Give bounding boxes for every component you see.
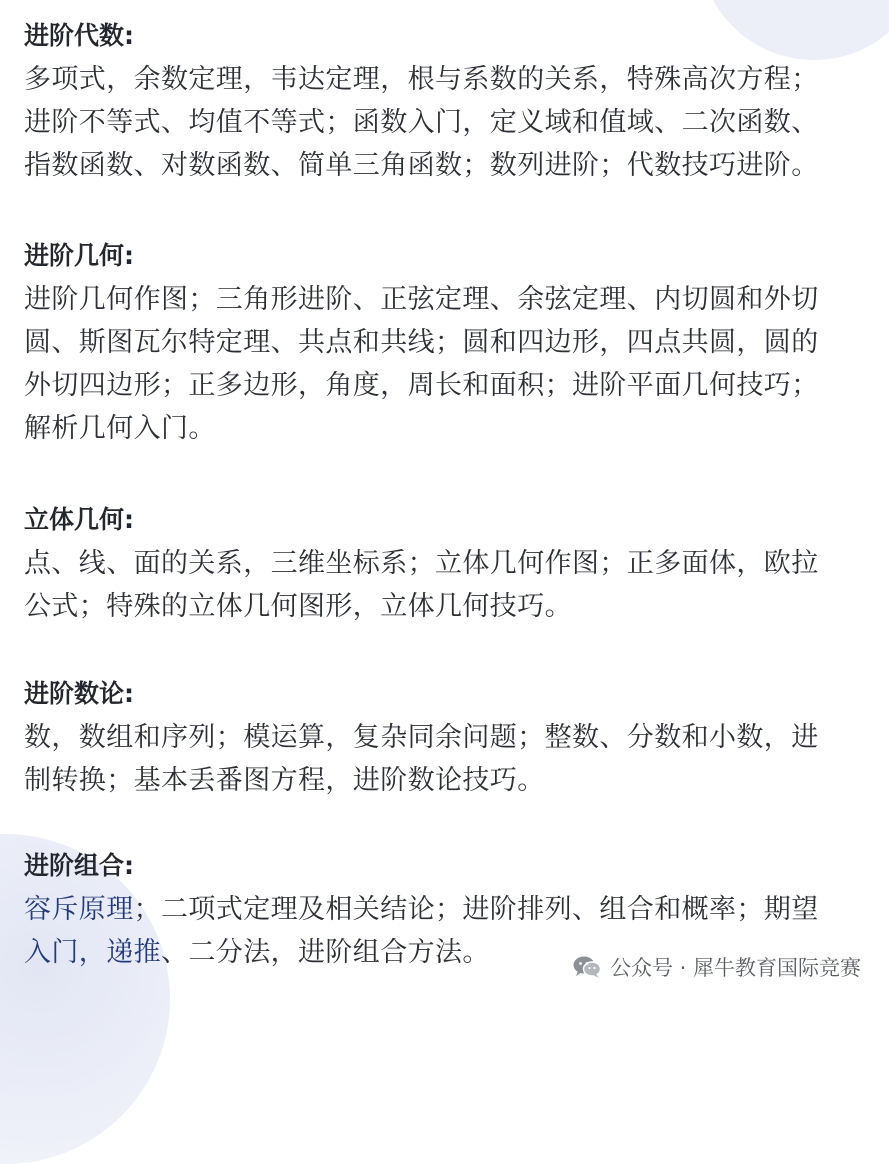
body-line: 进阶不等式、均值不等式；函数入门，定义域和值域、二次函数、 bbox=[24, 107, 819, 138]
account-watermark bbox=[572, 952, 861, 982]
body-line: 制转换；基本丢番图方程，进阶数论技巧。 bbox=[24, 765, 545, 796]
section-title: 立体几何: bbox=[24, 505, 134, 534]
body-line: 多项式，余数定理，韦达定理，根与系数的关系，特殊高次方程； bbox=[24, 64, 819, 95]
section-body bbox=[24, 58, 869, 187]
section-title: 进阶代数: bbox=[24, 21, 134, 50]
section-title: 进阶几何: bbox=[24, 241, 134, 270]
highlighted-text: 容斥原理 bbox=[24, 894, 134, 925]
section-solid-geometry bbox=[24, 498, 869, 628]
body-line: 点、线、面的关系，三维坐标系；立体几何作图；正多面体，欧拉 bbox=[24, 548, 819, 579]
section-title: 进阶组合: bbox=[24, 851, 134, 880]
section-body bbox=[24, 542, 869, 628]
section-body bbox=[24, 278, 869, 450]
body-line: 公式；特殊的立体几何图形，立体几何技巧。 bbox=[24, 591, 572, 622]
section-advanced-algebra bbox=[24, 14, 869, 187]
body-line: 数，数组和序列；模运算，复杂同余问题；整数、分数和小数，进 bbox=[24, 722, 819, 753]
section-advanced-number-theory bbox=[24, 672, 869, 802]
body-line: 解析几何入门。 bbox=[24, 413, 216, 444]
section-body bbox=[24, 716, 869, 802]
section-advanced-geometry bbox=[24, 234, 869, 450]
wechat-icon bbox=[572, 954, 602, 980]
body-line: 外切四边形；正多边形，角度，周长和面积；进阶平面几何技巧； bbox=[24, 370, 819, 401]
section-title: 进阶数论: bbox=[24, 679, 134, 708]
watermark-text: 公众号 · 犀牛教育国际竞赛 bbox=[609, 956, 861, 980]
highlighted-text: 入门，递推 bbox=[24, 937, 161, 968]
body-line: 圆、斯图瓦尔特定理、共点和共线；圆和四边形，四点共圆，圆的 bbox=[24, 327, 819, 358]
body-line: 指数函数、对数函数、简单三角函数；数列进阶；代数技巧进阶。 bbox=[24, 150, 819, 181]
body-line: 进阶几何作图；三角形进阶、正弦定理、余弦定理、内切圆和外切 bbox=[24, 284, 819, 315]
body-text: 、二分法，进阶组合方法。 bbox=[161, 937, 490, 968]
body-text: ；二项式定理及相关结论；进阶排列、组合和概率；期望 bbox=[133, 894, 819, 925]
